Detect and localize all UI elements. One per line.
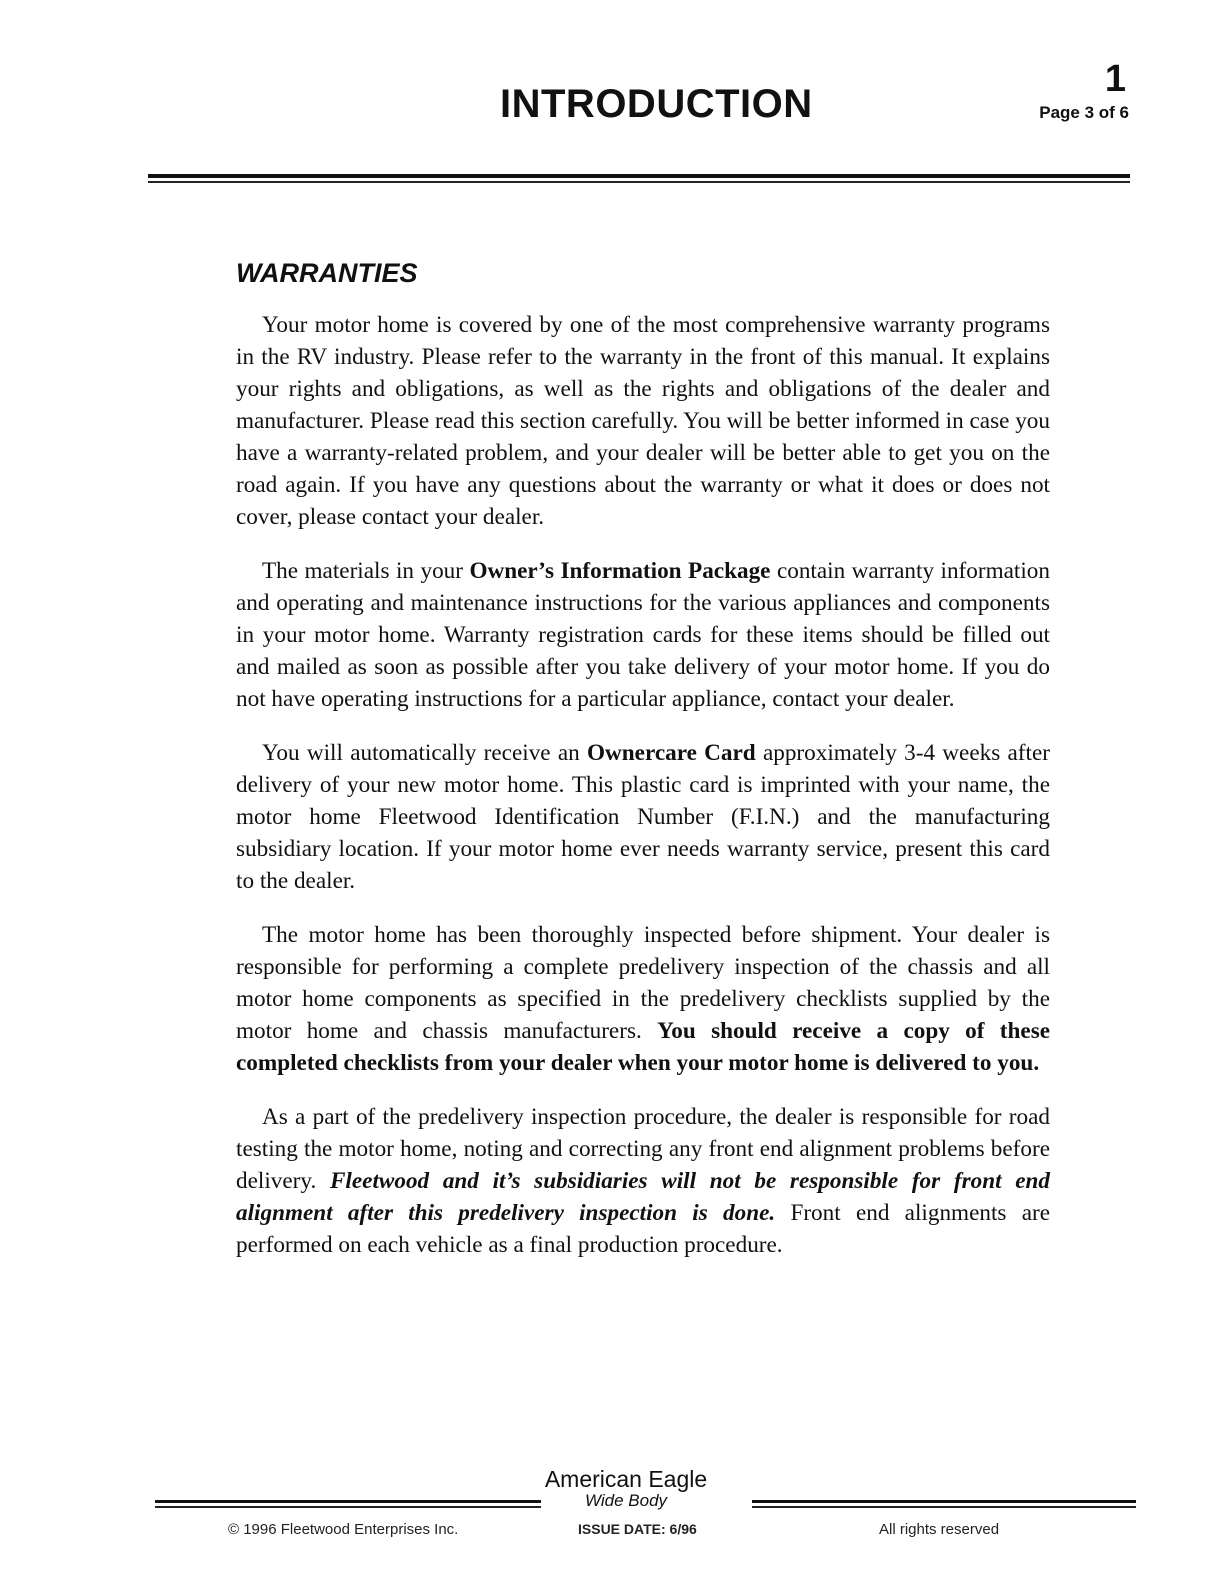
page-indicator: Page 3 of 6 [1039, 103, 1129, 122]
footer-brand: American Eagle [544, 1466, 708, 1492]
paragraph-segment: Your motor home is covered by one of the most comprehensive warranty programs in the RV industry. Please refer to the warranty in the front of this manual. It explains your rights and obligations, as well as the rights and obligations of the dealer and manufacturer. Please read this section carefully. You will be better informed in case you have a warranty-related problem, and your dealer will be better able to get you on the road again. If you have any questions about the warranty or what it does or does not cover, please contact your dealer. [236, 312, 1050, 530]
body-paragraph [236, 309, 1050, 533]
paragraph-segment: The motor home has been thoroughly inspected before shipment. Your dealer is responsible for performing a complete predelivery inspection of the chassis and all motor home components as specified in the predelivery checklists supplied by the motor home and chassis manufacturers. [236, 922, 1050, 1044]
paragraph-segment: Owner’s Information Package [469, 558, 771, 584]
paragraph-segment: As a part of the predelivery inspection procedure, the dealer is responsible for road testing the motor home, noting and correcting any front end alignment problems before delivery. [236, 1104, 1050, 1194]
header-rule [148, 174, 1130, 183]
footer-model: Wide Body [584, 1491, 668, 1510]
paragraph-segment: Ownercare Card [587, 740, 756, 766]
chapter-number: 1 [1104, 58, 1126, 100]
section-heading: WARRANTIES [236, 258, 418, 288]
paragraph-segment: You should receive a copy of these completed checklists from your dealer when your motor home is delivered to you. [236, 1018, 1051, 1076]
paragraph-segment: Front end alignments are performed on each vehicle as a final production procedure. [236, 1200, 1050, 1258]
page-title: INTRODUCTION [500, 82, 813, 126]
body-paragraph [236, 737, 1050, 897]
body-paragraph [236, 919, 1050, 1079]
footer-copyright: © 1996 Fleetwood Enterprises Inc. [228, 1521, 459, 1538]
paragraph-segment: Fleetwood and it’s subsidiaries will not be responsible for front end alignment after this predelivery inspection is done. [236, 1168, 1050, 1226]
paragraph-segment: You will automatically receive an [262, 740, 587, 766]
body-paragraph [236, 1101, 1050, 1261]
footer-rule-left [155, 1500, 541, 1508]
paragraph-segment: approximately 3-4 weeks after delivery of your new motor home. This plastic card is imprinted with your name, the motor home Fleetwood Identification Number (F.I.N.) and the manufacturing subsidiary location. If your motor home ever needs warranty service, present this card to the dealer. [236, 740, 1050, 894]
section-body [236, 309, 1050, 1283]
body-paragraph [236, 555, 1050, 715]
paragraph-segment: contain warranty information and operating and maintenance instructions for the various appliances and components in your motor home. Warranty registration cards for these items should be filled out and mailed as soon as possible after you take delivery of your motor home. If you do not have operating instructions for a particular appliance, contact your dealer. [236, 558, 1050, 712]
paragraph-segment: The materials in your [262, 558, 470, 584]
footer-rights: All rights reserved [879, 1521, 1000, 1538]
footer-issue-date: ISSUE DATE: 6/96 [578, 1521, 697, 1537]
footer-rule-right [752, 1500, 1136, 1508]
